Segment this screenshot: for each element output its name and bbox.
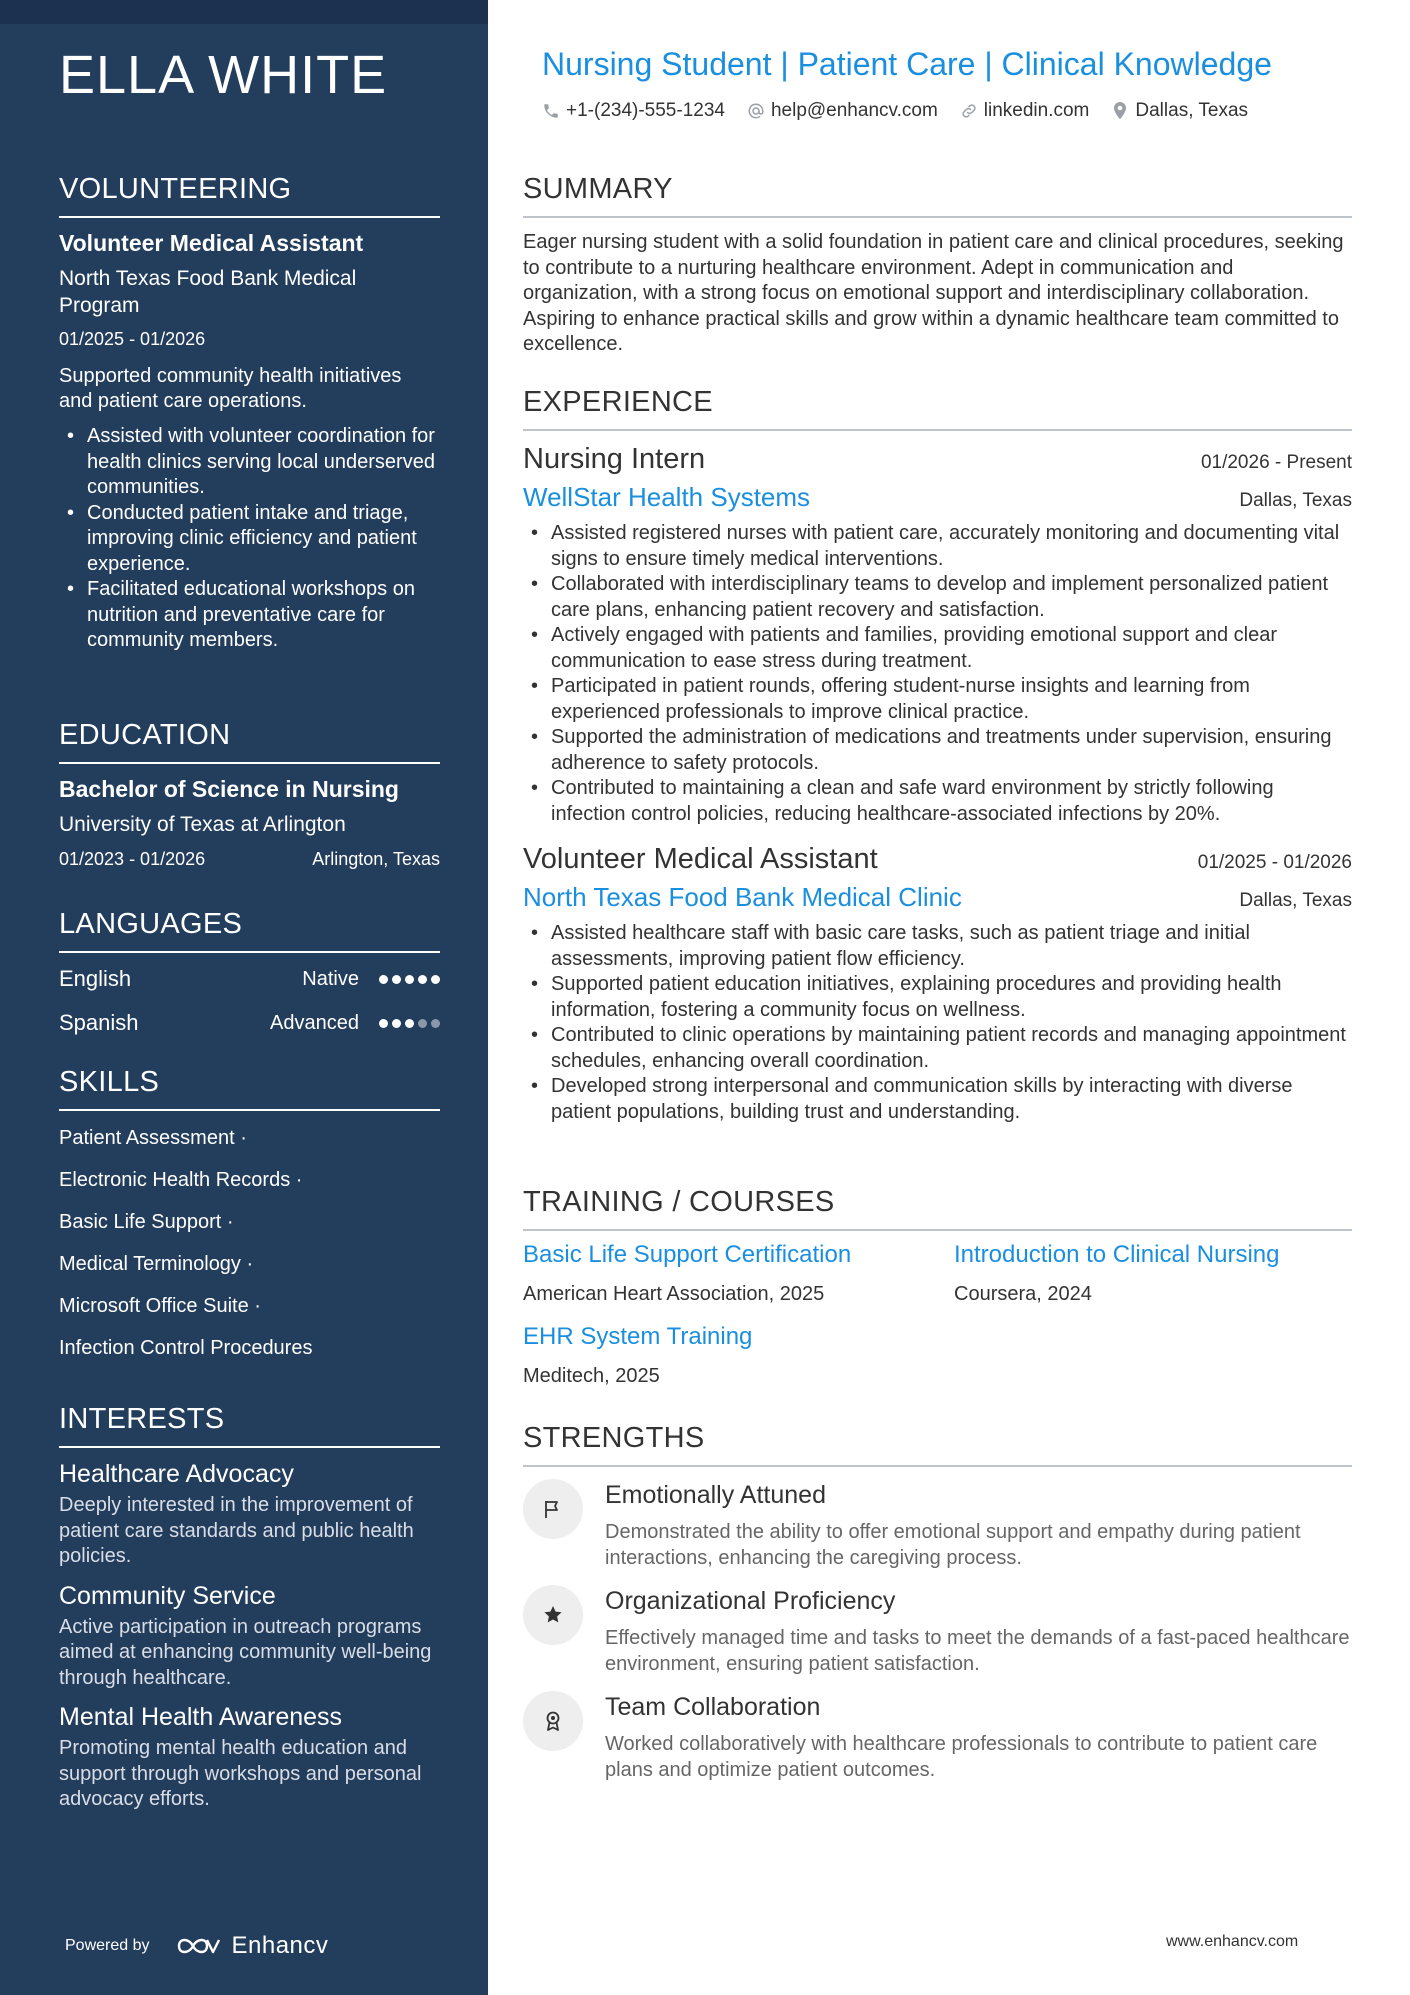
volunteer-desc: Supported community health initiatives and patient care operations. [59, 365, 402, 412]
star-icon [541, 1603, 565, 1627]
language-rating [379, 1019, 440, 1028]
course-institution: Meditech, 2025 [523, 1365, 660, 1387]
strength-icon-circle [523, 1479, 583, 1539]
section-heading: INTERESTS [59, 1403, 440, 1448]
course-institution: Coursera, 2024 [954, 1283, 1092, 1305]
enhancv-logo-icon [176, 1934, 222, 1958]
headline: Nursing Student | Patient Care | Clinical Knowledge [542, 46, 1272, 82]
section-heading: TRAINING / COURSES [523, 1186, 1352, 1231]
section-heading: EXPERIENCE [523, 386, 1352, 431]
course-item [523, 1241, 943, 1306]
language-level: Advanced [270, 1011, 359, 1034]
strength-desc: Worked collaboratively with healthcare professionals to contribute to patient care plans and optimize patient outcomes. [605, 1733, 1318, 1781]
strength-desc: Effectively managed time and tasks to meet the demands of a fast-paced healthcare environment, ensuring patient satisfaction. [605, 1627, 1350, 1675]
section-heading: LANGUAGES [59, 908, 440, 953]
edu-school: University of Texas at Arlington [59, 813, 346, 836]
location-text: Dallas, Texas [1135, 100, 1249, 121]
strengths-section [523, 1422, 1352, 1799]
strength-item [523, 1587, 1352, 1677]
summary-text: Eager nursing student with a solid foundation in patient care and clinical procedures, seeking to contribute to a nurturing healthcare environment. Adept in communication and organization, with a strong focus on emotional support and interdisciplinary collaboration. Aspiring to enhance practical skills and grow within a dynamic healthcare team committed to excellence. [523, 231, 1344, 355]
interest-desc: Promoting mental health education and support through workshops and personal advocacy efforts. [59, 1737, 422, 1810]
section-heading: SUMMARY [523, 173, 1352, 218]
language-name: English [59, 966, 132, 991]
edu-location: Arlington, Texas [312, 849, 440, 869]
list-item: • Developed strong interpersonal and communication skills by interacting with diverse patient populations, building trust and understanding. [523, 1074, 1352, 1125]
section-heading: SKILLS [59, 1066, 440, 1111]
edu-degree: Bachelor of Science in Nursing [59, 776, 399, 802]
language-level: Native [302, 967, 359, 990]
volunteer-dates: 01/2025 - 01/2026 [59, 329, 206, 349]
course-title: Introduction to Clinical Nursing [954, 1241, 1280, 1268]
list-item: • Contributed to maintaining a clean and safe ward environment by strictly following infection control policies, reducing healthcare-associated infections by 20%. [523, 776, 1352, 827]
interest-title: Healthcare Advocacy [59, 1460, 294, 1488]
strength-title: Emotionally Attuned [605, 1481, 826, 1509]
skill-item: Patient Assessment · [59, 1127, 247, 1149]
skill-item: Electronic Health Records · [59, 1169, 303, 1191]
list-item: • Assisted registered nurses with patient care, accurately monitoring and documenting vital signs to ensure timely medical interventions. [523, 521, 1352, 572]
list-item: • Contributed to clinic operations by maintaining patient records and managing appointment schedules, enhancing overall coordination. [523, 1023, 1352, 1074]
skills-section [59, 1066, 440, 1375]
experience-section [523, 386, 1352, 1125]
interest-title: Community Service [59, 1581, 276, 1610]
powered-by-label: Powered by [65, 1937, 150, 1954]
strength-icon-circle [523, 1691, 583, 1751]
contact-location [1111, 100, 1248, 122]
list-item: • Participated in patient rounds, offering student-nurse insights and learning from experienced professionals to improve clinical practice. [523, 674, 1352, 725]
interest-desc: Deeply interested in the improvement of patient care standards and public health policies. [59, 1494, 414, 1567]
volunteer-bullets [59, 424, 440, 654]
contact-bar [542, 100, 1248, 122]
course-title: Basic Life Support Certification [523, 1241, 852, 1268]
volunteer-title: Volunteer Medical Assistant [59, 230, 364, 256]
course-item [523, 1323, 943, 1388]
list-item: • Supported patient education initiatives, explaining procedures and providing health information, fostering a community focus on wellness. [523, 972, 1352, 1023]
strength-title: Organizational Proficiency [605, 1587, 896, 1615]
rating-dot-filled [392, 975, 401, 984]
training-section [523, 1186, 1352, 1396]
job-org: WellStar Health Systems [523, 482, 811, 512]
phone-icon [542, 102, 560, 120]
language-row [59, 957, 440, 1001]
phone-text: +1-(234)-555-1234 [566, 100, 725, 121]
strength-item [523, 1693, 1352, 1783]
contact-linkedin[interactable] [960, 100, 1090, 122]
education-section [59, 719, 440, 870]
job-location: Dallas, Texas [1239, 490, 1352, 511]
list-item: • Conducted patient intake and triage, improving clinic efficiency and patient experience. [59, 501, 440, 578]
job-dates: 01/2026 - Present [1200, 452, 1352, 473]
skill-item: Medical Terminology · [59, 1253, 254, 1275]
section-heading: VOLUNTEERING [59, 173, 440, 218]
job-title: Volunteer Medical Assistant [523, 843, 878, 875]
language-name: Spanish [59, 1010, 139, 1035]
rating-dot-empty [431, 1019, 440, 1028]
skill-item: Infection Control Procedures [59, 1337, 313, 1359]
edu-dates: 01/2023 - 01/2026 [59, 849, 206, 869]
footer-website[interactable]: www.enhancv.com [1166, 1933, 1299, 1950]
sidebar-top-band [0, 0, 488, 24]
strength-title: Team Collaboration [605, 1693, 821, 1721]
linkedin-text: linkedin.com [983, 100, 1090, 121]
strength-icon-circle [523, 1585, 583, 1645]
edu-meta [59, 849, 440, 870]
job-header [523, 443, 1352, 476]
interest-desc: Active participation in outreach programs aimed at enhancing community well-being through healthcare. [59, 1615, 432, 1689]
contact-phone[interactable] [542, 100, 725, 122]
job-subheader [523, 882, 1352, 913]
volunteer-org: North Texas Food Bank Medical Program [59, 267, 357, 317]
interest-title: Mental Health Awareness [59, 1703, 343, 1731]
link-icon [960, 102, 978, 120]
skill-item: Microsoft Office Suite · [59, 1295, 261, 1317]
rating-dot-filled [379, 975, 388, 984]
rating-dot-empty [418, 1019, 427, 1028]
rating-dot-filled [418, 975, 427, 984]
job-location: Dallas, Texas [1239, 890, 1352, 911]
job-title: Nursing Intern [523, 443, 706, 475]
candidate-name: ELLA WHITE [59, 45, 388, 105]
job-subheader [523, 482, 1352, 513]
rating-dot-filled [392, 1019, 401, 1028]
skill-item: Basic Life Support · [59, 1211, 234, 1233]
course-item [954, 1241, 1374, 1306]
list-item: • Assisted healthcare staff with basic care tasks, such as patient triage and initial assessments, improving patient flow efficiency. [523, 921, 1352, 972]
award-icon [541, 1709, 565, 1733]
job-org: North Texas Food Bank Medical Clinic [523, 882, 962, 912]
rating-dot-filled [405, 1019, 414, 1028]
job-bullets [523, 521, 1352, 827]
location-pin-icon [1111, 101, 1129, 121]
section-heading: STRENGTHS [523, 1422, 1352, 1467]
rating-dot-filled [405, 975, 414, 984]
contact-email[interactable] [747, 100, 938, 122]
at-icon [747, 102, 765, 120]
list-item: • Actively engaged with patients and families, providing emotional support and clear communication to ease stress during treatment. [523, 623, 1352, 674]
language-rating [379, 975, 440, 984]
rating-dot-filled [431, 975, 440, 984]
enhancv-logo[interactable] [176, 1932, 329, 1960]
job-entry [523, 843, 1352, 1125]
summary-section [523, 173, 1352, 358]
section-heading: EDUCATION [59, 719, 440, 764]
list-item: • Facilitated educational workshops on nutrition and preventative care for community members. [59, 577, 440, 654]
rating-dot-filled [379, 1019, 388, 1028]
course-title: EHR System Training [523, 1323, 753, 1350]
job-bullets [523, 921, 1352, 1125]
powered-by [65, 1932, 328, 1960]
sidebar [0, 0, 488, 1995]
interests-section [59, 1403, 440, 1825]
job-dates: 01/2025 - 01/2026 [1197, 852, 1352, 873]
email-text: help@enhancv.com [770, 100, 938, 121]
strength-item [523, 1481, 1352, 1571]
list-item: • Assisted with volunteer coordination for health clinics serving local underserved communities. [59, 424, 440, 501]
enhancv-brand-name: Enhancv [231, 1932, 329, 1959]
list-item: • Supported the administration of medications and treatments under supervision, ensuring adherence to safety protocols. [523, 725, 1352, 776]
course-institution: American Heart Association, 2025 [523, 1283, 825, 1305]
list-item: • Collaborated with interdisciplinary teams to develop and implement personalized patient care plans, enhancing patient recovery and satisfaction. [523, 572, 1352, 623]
languages-section [59, 908, 440, 1045]
flag-icon [541, 1497, 565, 1521]
language-row [59, 1001, 440, 1045]
job-header [523, 843, 1352, 876]
strength-desc: Demonstrated the ability to offer emotional support and empathy during patient interactions, enhancing the caregiving process. [605, 1521, 1301, 1569]
volunteering-section [59, 173, 440, 654]
job-entry [523, 443, 1352, 827]
